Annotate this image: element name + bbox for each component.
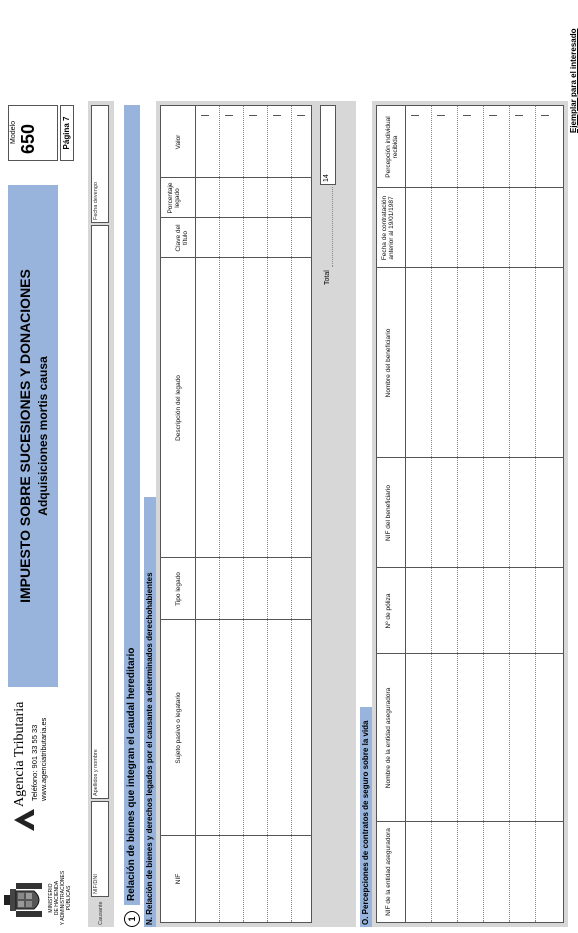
section-1-title: Relación de bienes que integran el caudal hereditario: [126, 647, 137, 901]
col-nombre-entidad: Nombre de la entidad aseguradora: [385, 687, 392, 789]
col-clave: Clave del título: [175, 224, 189, 252]
section-o-panel: [372, 101, 568, 927]
nif-field[interactable]: NIF/DNI: [91, 801, 109, 897]
col-tipo: Tipo legado: [175, 572, 182, 606]
col-percepcion: Percepción individual recibida: [385, 116, 399, 178]
ministry-label: MINISTERIO DE HACIENDA Y ADMINISTRACIONES PÚBLICAS: [48, 870, 72, 926]
col-nombre-beneficiario: Nombre del beneficiario: [385, 328, 392, 398]
col-poliza: Nº de póliza: [385, 593, 392, 629]
agency-logo-icon: [14, 809, 34, 831]
col-nif-entidad: NIF de la entidad aseguradora: [385, 828, 392, 916]
col-sujeto: Sujeto pasivo o legatario: [175, 692, 182, 764]
model-number: 650: [18, 123, 38, 154]
col-nif: NIF: [175, 873, 182, 885]
section-o-title: O. Percepciones de contratos de seguro sobre la vida: [361, 720, 370, 925]
model-box: [8, 105, 58, 161]
section-o-table: [376, 105, 564, 923]
date-field[interactable]: Fecha devengo: [91, 105, 109, 223]
form-title: IMPUESTO SOBRE SUCESIONES Y DONACIONES: [17, 269, 33, 603]
agency-phone: Teléfono: 901 33 55 33: [30, 724, 39, 801]
title-banner: [8, 185, 58, 687]
coat-of-arms-icon: [4, 881, 48, 919]
form-subtitle: Adquisiciones mortis causa: [36, 356, 50, 516]
col-nif-beneficiario: NIF del beneficiario: [385, 485, 392, 541]
section-1-banner: [124, 105, 140, 905]
causante-label: Causante: [98, 901, 104, 925]
causante-panel: [88, 101, 114, 927]
section-n-panel: [156, 101, 356, 927]
col-porcentaje: Porcentaje legado: [167, 182, 181, 214]
agency-website: www.agenciatributaria.es: [39, 717, 48, 801]
total-field[interactable]: [320, 105, 336, 185]
name-field[interactable]: Apellidos y nombre: [91, 225, 109, 799]
model-label: Modelo: [10, 121, 17, 144]
section-n-table: [160, 105, 312, 923]
section-1-number: 1: [124, 911, 140, 927]
col-descripcion: Descripción del legado: [175, 375, 182, 441]
total-box-number: 14: [323, 174, 330, 182]
agency-name: Agencia Tributaria: [12, 701, 27, 807]
col-valor: Valor: [175, 134, 182, 150]
copy-label: Ejemplar para el interesado: [569, 28, 578, 133]
page-number: Página 7: [60, 105, 74, 161]
section-n-title: N. Relación de bienes y derechos legados por el causante a determinados derechohabientes: [145, 572, 154, 925]
col-fecha-contratacion: Fecha de contratación anterior al 19/01/1987: [381, 195, 395, 261]
total-label: Total: [324, 270, 331, 285]
